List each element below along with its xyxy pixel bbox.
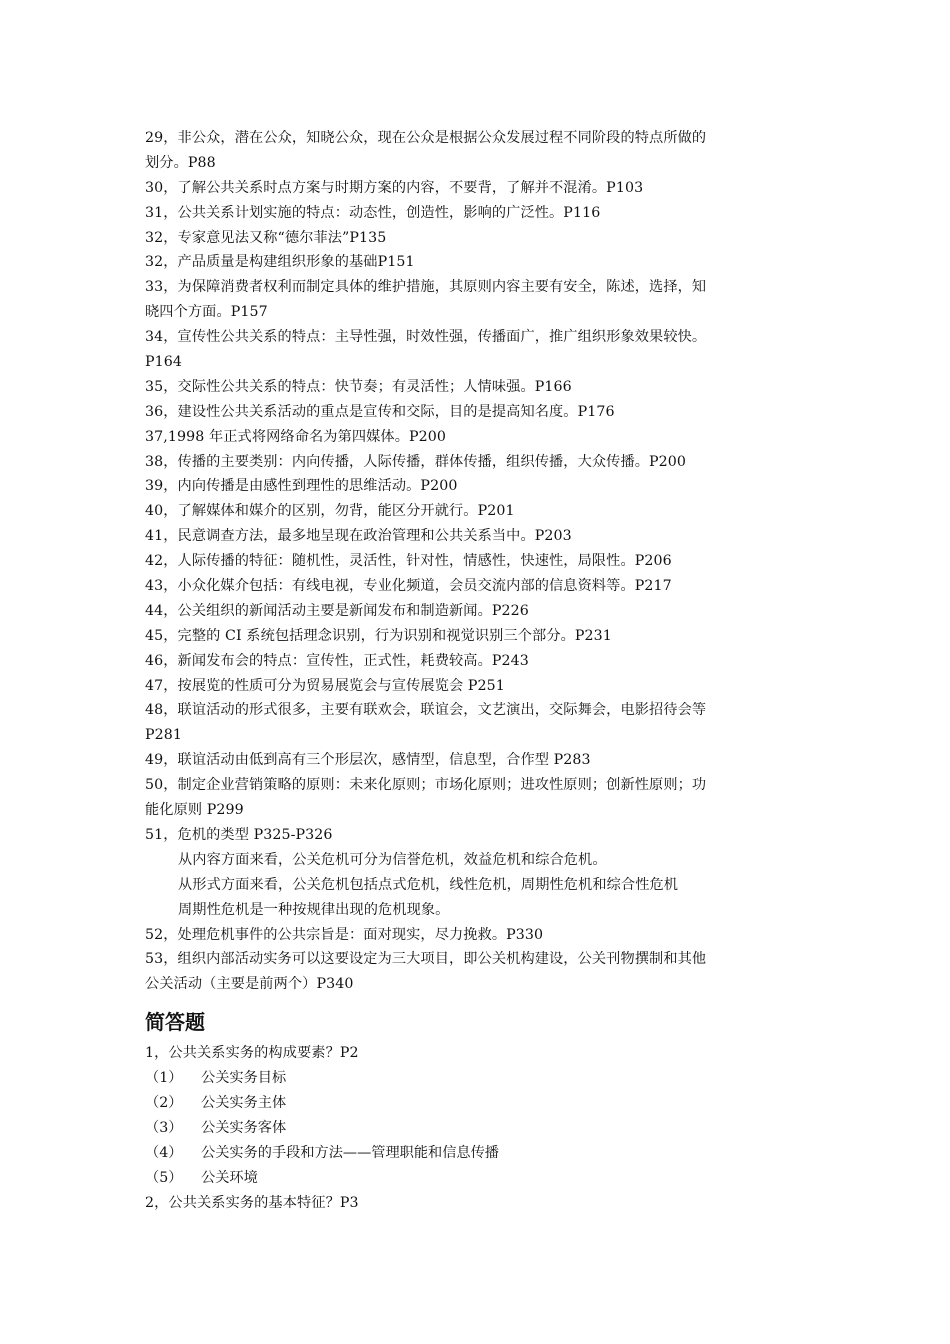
answer-line: 33，为保障消费者权利而制定具体的维护措施，其原则内容主要有安全，陈述，选择，知 (145, 279, 707, 296)
list-item (145, 1166, 825, 1191)
answer-line: 40，了解媒体和媒介的区别，勿背，能区分开就行。P201 (145, 503, 515, 520)
list-item-text: 公关实务客体 (201, 1119, 287, 1136)
fill-in-answers-list (145, 126, 825, 997)
answer-line: 43，小众化媒介包括：有线电视，专业化频道，会员交流内部的信息资料等。P217 (145, 578, 672, 595)
list-item (145, 1091, 825, 1116)
list-item-text: 公关实务目标 (201, 1070, 287, 1087)
answer-line: 39，内向传播是由感性到理性的思维活动。P200 (145, 478, 458, 495)
answer-line: 48，联谊活动的形式很多，主要有联欢会，联谊会，文艺演出，交际舞会，电影招待会等 (145, 702, 707, 719)
answer-line: 30，了解公共关系时点方案与时期方案的内容，不要背，了解并不混淆。P103 (145, 179, 644, 196)
answer-line: 50，制定企业营销策略的原则：未来化原则；市场化原则；进攻性原则；创新性原则；功 (145, 777, 707, 794)
answer-line: 46，新闻发布会的特点：宣传性，正式性，耗费较高。P243 (145, 652, 529, 669)
answer-line: 从形式方面来看，公关危机包括点式危机，线性危机，周期性危机和综合性危机 (178, 876, 679, 893)
list-item-number: （4） (145, 1144, 183, 1161)
question-1-items (145, 1066, 825, 1190)
answer-line: 公关活动（主要是前两个）P340 (145, 976, 354, 993)
answer-line: 53，组织内部活动实务可以这要设定为三大项目，即公关机构建设，公关刊物撰制和其他 (145, 951, 707, 968)
answer-line: 29，非公众，潜在公众，知晓公众，现在公众是根据公众发展过程不同阶段的特点所做的 (145, 130, 707, 146)
answer-line: 36，建设性公共关系活动的重点是宣传和交际，目的是提高知名度。P176 (145, 403, 615, 420)
answer-line: P164 (145, 354, 183, 371)
list-item-text: 公关环境 (201, 1169, 258, 1186)
answer-line: 划分。P88 (145, 154, 216, 171)
answer-line: 52，处理危机事件的公共宗旨是：面对现实，尽力挽救。P330 (145, 926, 544, 943)
answer-line: 能化原则 P299 (145, 802, 244, 819)
question-1: 1，公共关系实务的构成要素？P2 (145, 1045, 359, 1062)
answer-line: 35，交际性公共关系的特点：快节奏；有灵活性；人情味强。P166 (145, 378, 572, 395)
answer-line: 51，危机的类型 P325-P326 (145, 826, 333, 843)
answer-line: 44，公关组织的新闻活动主要是新闻发布和制造新闻。P226 (145, 602, 529, 619)
answer-line: 周期性危机是一种按规律出现的危机现象。 (178, 901, 450, 918)
list-item (145, 1141, 825, 1166)
list-item-text: 公关实务的手段和方法——管理职能和信息传播 (201, 1144, 499, 1161)
list-item-number: （1） (145, 1070, 183, 1087)
section-heading: 简答题 (145, 1010, 205, 1035)
answer-line: 从内容方面来看，公关危机可分为信誉危机，效益危机和综合危机。 (178, 851, 607, 868)
answer-line: 晓四个方面。P157 (145, 304, 268, 321)
list-item (145, 1116, 825, 1141)
list-item-number: （2） (145, 1094, 183, 1111)
answer-line: 32，专家意见法又称“德尔菲法”P135 (145, 229, 387, 246)
answer-line: 45，完整的 CI 系统包括理念识别，行为识别和视觉识别三个部分。P231 (145, 627, 612, 644)
answer-line: 32，产品质量是构建组织形象的基础P151 (145, 254, 415, 271)
answer-line: 31，公共关系计划实施的特点：动态性，创造性，影响的广泛性。P116 (145, 204, 601, 221)
answer-line: 34，宣传性公共关系的特点：主导性强，时效性强，传播面广，推广组织形象效果较快。 (145, 329, 707, 346)
answer-line: 49，联谊活动由低到高有三个形层次，感情型，信息型，合作型 P283 (145, 752, 591, 769)
answer-line: 37,1998 年正式将网络命名为第四媒体。P200 (145, 428, 447, 445)
question-2: 2，公共关系实务的基本特征？P3 (145, 1194, 359, 1211)
document-content (145, 126, 825, 1215)
answer-line: 38，传播的主要类别：内向传播，人际传播，群体传播，组织传播，大众传播。P200 (145, 453, 687, 470)
list-item-text: 公关实务主体 (201, 1094, 287, 1111)
answer-line: 47，按展览的性质可分为贸易展览会与宣传展览会 P251 (145, 677, 505, 694)
answer-line: 41，民意调查方法，最多地呈现在政治管理和公共关系当中。P203 (145, 528, 572, 545)
list-item-number: （3） (145, 1119, 183, 1136)
answer-line: P281 (145, 727, 183, 744)
answer-line: 42，人际传播的特征：随机性，灵活性，针对性，情感性，快速性，局限性。P206 (145, 553, 672, 570)
list-item (145, 1066, 825, 1091)
list-item-number: （5） (145, 1169, 183, 1186)
